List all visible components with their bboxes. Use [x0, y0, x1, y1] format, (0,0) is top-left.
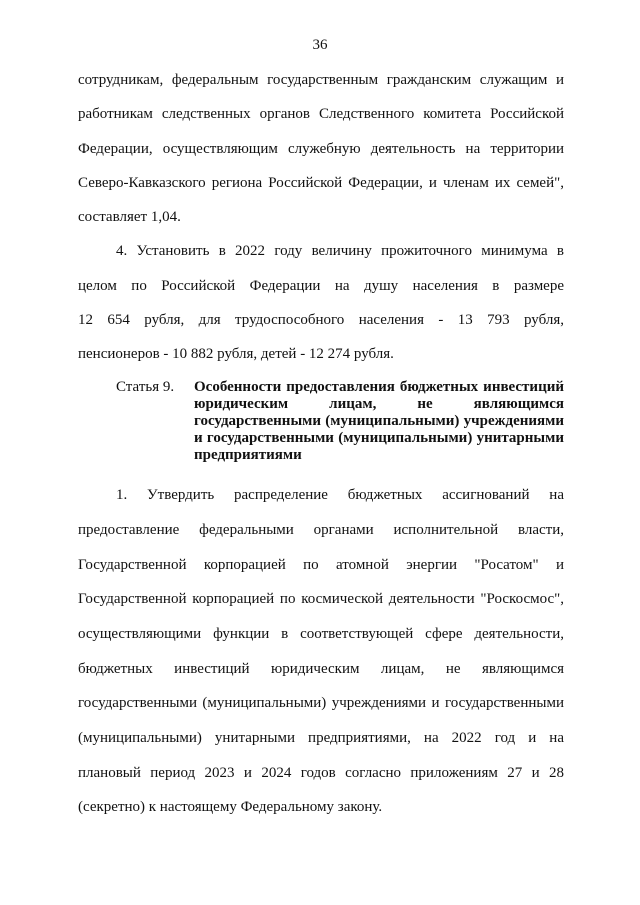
text-line: (секретно) к настоящему Федеральному закону.: [78, 799, 383, 815]
text-line: Государственной корпорацией по космической деятельности "Роскосмос",: [78, 591, 564, 607]
text-line: предоставление федеральными органами исполнительной власти,: [78, 522, 564, 538]
text-line: Северо-Кавказского региона Российской Федерации, и членам их семей",: [78, 175, 564, 191]
article-title-line: Особенности предоставления бюджетных инвестиций: [194, 379, 564, 395]
article-title-line: и государственными (муниципальными) унитарными: [194, 430, 564, 446]
text-line: пенсионеров - 10 882 рубля, детей - 12 274 рубля.: [78, 346, 394, 362]
text-line: бюджетных инвестиций юридическим лицам, не являющимся: [78, 661, 564, 677]
text-line: 4. Установить в 2022 году величину прожиточного минимума в: [116, 243, 564, 259]
text-line: составляет 1,04.: [78, 209, 181, 225]
page-number: 36: [312, 37, 328, 53]
text-line: 1. Утвердить распределение бюджетных ассигнований на: [116, 487, 564, 503]
text-line: целом по Российской Федерации на душу населения в размере: [78, 278, 564, 294]
article-title-line: государственными (муниципальными) учреждениями: [194, 413, 564, 429]
article-title-line: предприятиями: [194, 447, 302, 463]
text-line: осуществляющими функции в соответствующей сфере деятельности,: [78, 626, 564, 642]
text-line: 12 654 рубля, для трудоспособного населения - 13 793 рубля,: [78, 312, 564, 328]
text-line: государственными (муниципальными) учреждениями и государственными: [78, 695, 564, 711]
article-title-line: юридическим лицам, не являющимся: [194, 396, 564, 412]
text-line: работникам следственных органов Следственного комитета Российской: [78, 106, 564, 122]
text-line: сотрудникам, федеральным государственным гражданским служащим и: [78, 72, 564, 88]
article-label: Статья 9.: [116, 379, 175, 395]
text-line: Государственной корпорацией по атомной энергии "Росатом" и: [78, 557, 564, 573]
text-line: Федерации, осуществляющим служебную деятельность на территории: [78, 141, 564, 157]
text-line: плановый период 2023 и 2024 годов согласно приложениям 27 и 28: [78, 765, 564, 781]
text-line: (муниципальными) унитарными предприятиями, на 2022 год и на: [78, 730, 564, 746]
